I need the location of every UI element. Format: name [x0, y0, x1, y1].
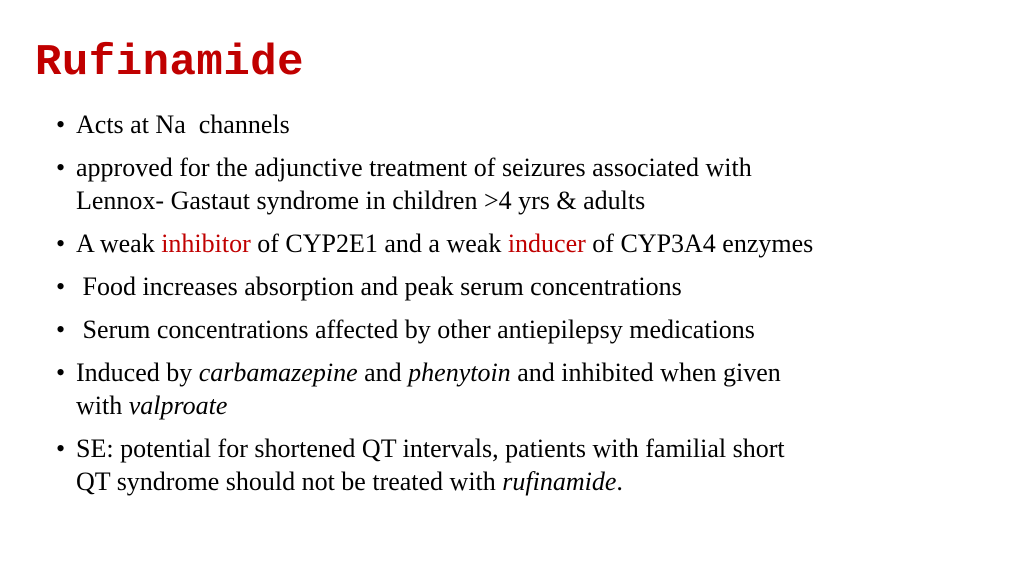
bullet-line [76, 356, 813, 389]
drug-name: valproate [128, 391, 228, 420]
bullet-line [76, 151, 813, 184]
bullet-item [56, 227, 813, 260]
bullet-line [76, 108, 813, 141]
text-segment: Induced by [76, 358, 199, 387]
highlighted-term: inducer [507, 229, 586, 258]
text-segment: Food increases absorption and peak serum concentrations [76, 272, 682, 301]
text-segment: and [357, 358, 409, 387]
text-segment: Serum concentrations affected by other antiepilepsy medications [76, 315, 755, 344]
text-segment: A weak [76, 229, 162, 258]
bullet-icon: • [56, 315, 66, 344]
bullet-item [56, 356, 813, 422]
drug-name: carbamazepine [198, 358, 358, 387]
bullet-item [56, 432, 813, 498]
bullet-item [56, 270, 813, 303]
drug-name: rufinamide [502, 467, 617, 496]
text-segment: QT syndrome should not be treated with [76, 467, 503, 496]
text-segment: and inhibited when given [510, 358, 781, 387]
bullet-item [56, 108, 813, 141]
bullet-line [76, 227, 813, 260]
text-segment: approved for the adjunctive treatment of seizures associated with [76, 153, 752, 182]
bullet-list [56, 108, 813, 508]
bullet-line [76, 270, 813, 303]
highlighted-term: inhibitor [161, 229, 251, 258]
bullet-icon: • [56, 272, 66, 301]
bullet-item [56, 313, 813, 346]
text-segment: of CYP3A4 enzymes [585, 229, 814, 258]
bullet-icon: • [56, 358, 66, 387]
slide-title: Rufinamide [35, 38, 305, 88]
bullet-line [76, 389, 813, 422]
text-segment: . [616, 467, 623, 496]
text-segment: of CYP2E1 and a weak [250, 229, 508, 258]
bullet-icon: • [56, 229, 66, 258]
drug-name: phenytoin [408, 358, 511, 387]
bullet-icon: • [56, 153, 66, 182]
bullet-line [76, 184, 813, 217]
bullet-line [76, 432, 813, 465]
text-segment: Lennox- Gastaut syndrome in children >4 yrs & adults [76, 186, 646, 215]
text-segment: with [76, 391, 129, 420]
bullet-icon: • [56, 110, 66, 139]
bullet-item [56, 151, 813, 217]
bullet-line [76, 313, 813, 346]
text-segment: SE: potential for shortened QT intervals, patients with familial short [76, 434, 785, 463]
bullet-line [76, 465, 813, 498]
text-segment: Acts at Na channels [76, 110, 290, 139]
bullet-icon: • [56, 434, 66, 463]
